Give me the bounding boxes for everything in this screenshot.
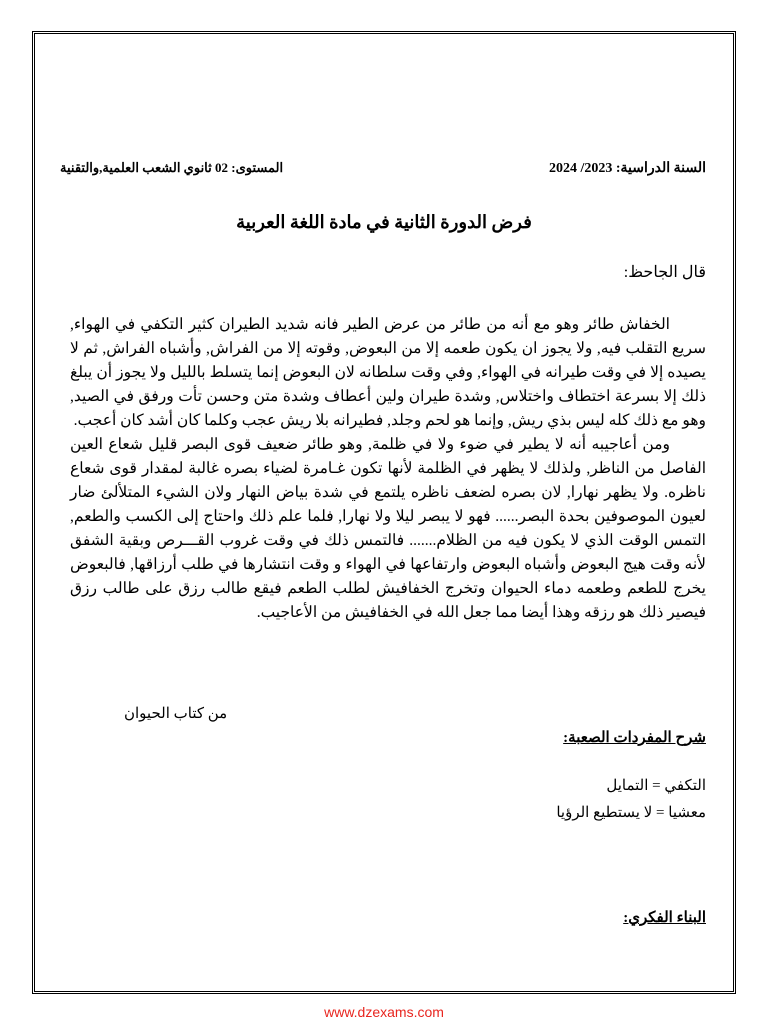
school-year: السنة الدراسية: 2023/ 2024 xyxy=(548,161,706,176)
exam-title: فرض الدورة الثانية في مادة اللغة العربية xyxy=(236,212,532,232)
passage-paragraph-1: الخفاش طائر وهو مع أنه من طائر من عرض الطير فانه شديد الطيران كثير التكفي في الهواء, سريع التقلب فيه, ولا يجوز ان يكون طعمه إلا من البعوض, وقوته إلا من الفراش, وأشباه الفراش, ثم لا يصيده إلا في وقت طيرانه في الهواء, وفي وقت سلطانه لان البعوض إنما يتسلط بالليل ولا يجوز أن يبلغ ذلك إلا بسرعة اختطاف واختلاس, وشدة طيران ولين أعطاف وشدة متن وحسن تأت ورفق في الصيد, وهو مع ذلك كله ليس بذي ريش, وإنما هو لحم وجلد, فطيرانه بلا ريش عجب وكلما كان أشد كان أعجب. xyxy=(70,316,706,429)
class-level: المستوى: 02 ثانوي الشعب العلمية,والتقنية xyxy=(60,160,284,175)
passage-paragraph-2: ومن أعاجيبه أنه لا يطير في ضوء ولا في ظلمة, وهو طائر ضعيف قوى البصر قليل شعاع العين الفاصل من الناظر, ولذلك لا يظهر في الظلمة لأنها تكون غـامرة لضياء بصره غالبة لمقدار قوى شعاع ناظره. ولا يظهر نهارا, لان بصره لضعف ناظره يلتمع في شدة بياض النهار ولان الشيء المتلألئ ضار لعيون الموصوفين بحدة البصر...... فهو لا يبصر ليلا ولا نهارا, فلما علم ذلك واحتاج إلى الكسب والطعم, التمس الوقت الذي لا يكون فيه من الظلام....... فالتمس ذلك في وقت غروب القـــرص وبقية الشفق لأنه وقت هيج البعوض وأشباه البعوض وارتفاعها في الهواء و وقت انتشارها في طلب أرزاقها, فالبعوض يخرج للطعم وطعمه دماء الحيوان وتخرج الخفافيش لطلب الطعم فيقع طالب رزق على طالب رزق فيصير ذلك هو رزقه وهذا أيضا مما جعل الله في الخفافيش من الأعاجيب. xyxy=(70,436,706,621)
passage xyxy=(70,313,706,625)
vocab-heading: شرح المفردات الصعبة: xyxy=(563,730,706,746)
author-intro: قال الجاحظ: xyxy=(623,264,706,281)
section-heading-ideas: البناء الفكري: xyxy=(623,910,706,926)
passage-source: من كتاب الحيوان xyxy=(124,706,228,722)
vocab-item-1: التكفي = التمايل xyxy=(606,778,706,794)
watermark: www.dzexams.com xyxy=(324,1004,444,1020)
vocab-item-2: معشيا = لا يستطيع الرؤيا xyxy=(556,805,706,821)
